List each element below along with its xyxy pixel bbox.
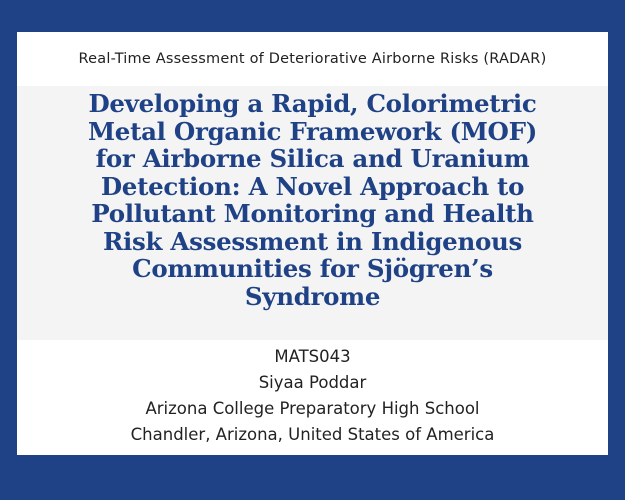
title-line: for Airborne Silica and Uranium [95,144,530,173]
program-header [17,32,608,86]
title-line: Detection: A Novel Approach to [100,171,525,201]
title-line: Risk Assessment in Indigenous [102,226,523,256]
title-line: Communities for Sjögren’s [132,254,493,283]
program-name: Real-Time Assessment of Deteriorative Airborne Risks (RADAR) [78,51,547,67]
project-title [17,90,608,310]
project-code: MATS043 [274,347,351,366]
project-info [17,344,608,448]
author-name: Siyaa Poddar [258,373,367,392]
title-line: Metal Organic Framework (MOF) [87,116,537,146]
title-line: Pollutant Monitoring and Health [91,199,534,228]
title-line: Syndrome [244,281,381,311]
school-name: Arizona College Preparatory High School [145,399,480,418]
title-panel [17,86,608,340]
title-line: Developing a Rapid, Colorimetric [88,89,537,118]
poster-card [17,32,608,455]
location: Chandler, Arizona, United States of America [130,425,495,444]
